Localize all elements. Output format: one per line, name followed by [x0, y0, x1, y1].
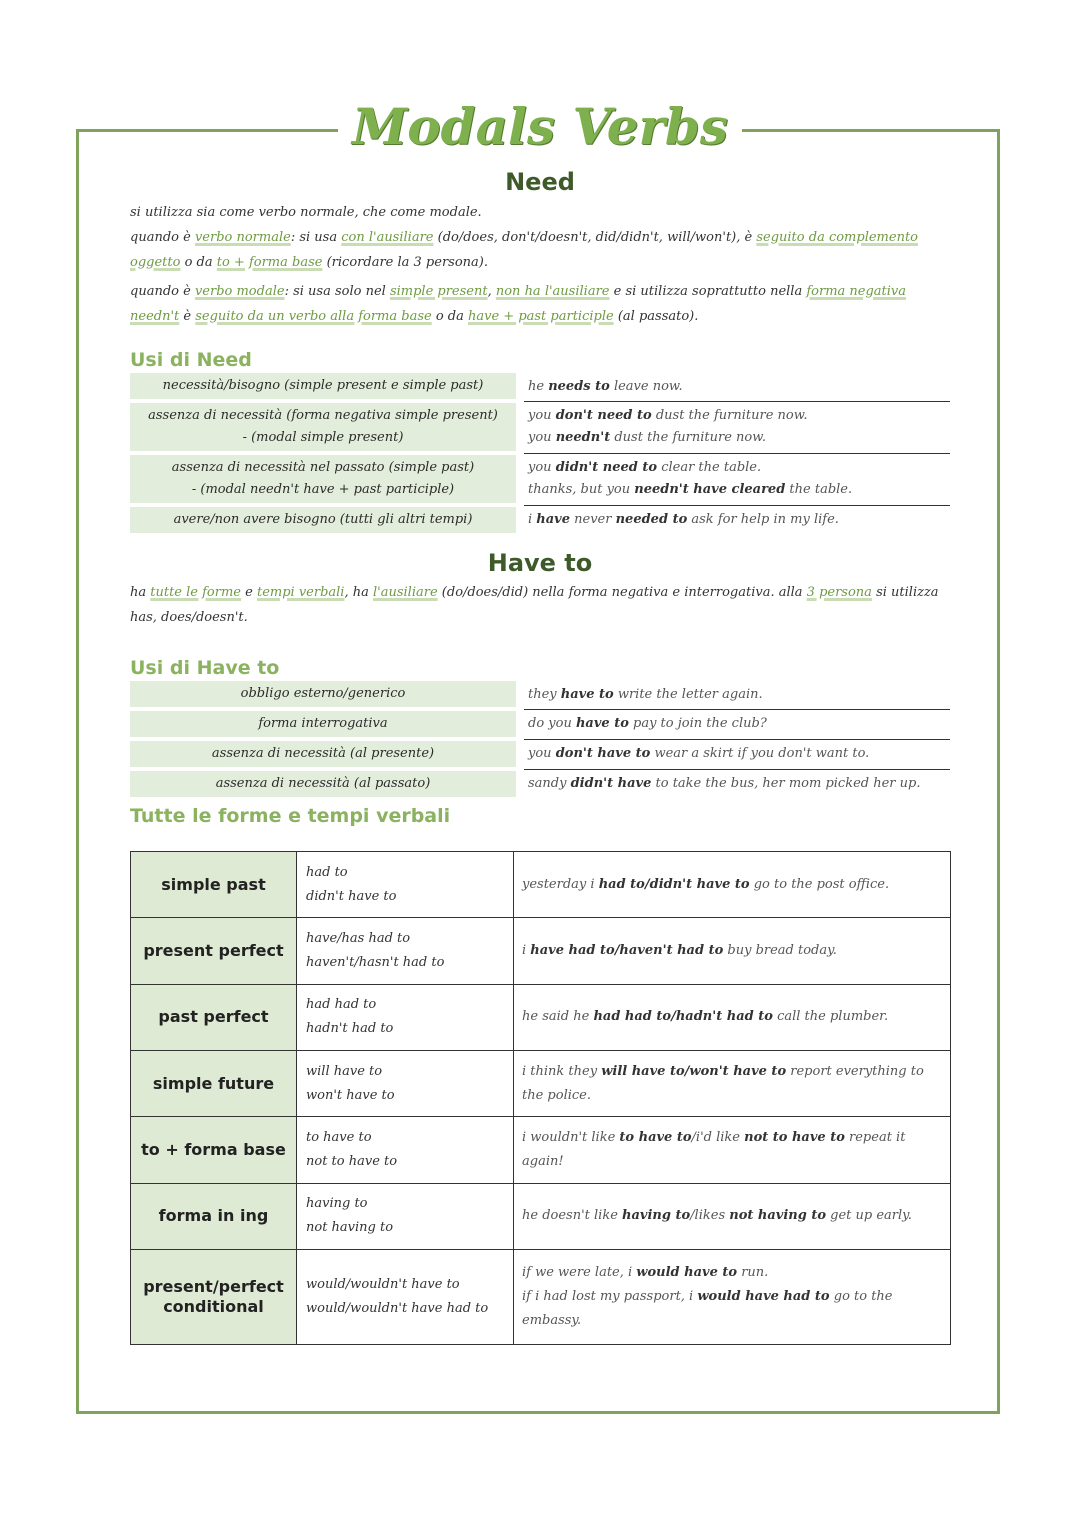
verb-form: not to have to	[306, 1153, 398, 1169]
text: (do/does/did) nella forma negativa e interrogativa. alla	[437, 585, 807, 600]
usi-need-table	[130, 373, 950, 537]
verb-forms	[297, 1117, 514, 1183]
verb-form: having to	[306, 1196, 368, 1212]
table-row	[130, 709, 950, 739]
have-to-heading: Have to	[487, 549, 593, 577]
usage-example	[524, 505, 950, 535]
text: /i'd like	[691, 1129, 745, 1145]
table-row	[130, 739, 950, 769]
need-intro	[130, 200, 950, 329]
tense-label	[131, 1050, 297, 1116]
text: i	[528, 512, 537, 528]
forms-title: Tutte le forme e tempi verbali	[130, 805, 451, 827]
text: they	[528, 686, 561, 702]
text: never	[570, 512, 616, 528]
verb-form: had to	[306, 864, 348, 880]
need-para-1: si utilizza sia come verbo normale, che come modale.	[130, 205, 482, 220]
highlight: verbo modale	[194, 284, 285, 299]
verb-form: to have to	[306, 1129, 372, 1145]
usage-example	[524, 739, 950, 769]
label-line: simple past	[161, 874, 266, 894]
have-to-intro	[130, 580, 950, 630]
text: he said he	[522, 1009, 594, 1025]
highlight: tutte le forme	[150, 585, 241, 600]
label-line: present/perfect	[143, 1276, 284, 1296]
usage-example	[524, 709, 950, 739]
text: do you	[528, 716, 576, 731]
usi-have-to-table	[130, 681, 950, 801]
table-row	[131, 852, 951, 918]
text: ask for help in my life.	[687, 512, 839, 528]
usage-label: assenza di necessità (al presente)	[130, 739, 516, 769]
bold-text: to have to	[619, 1129, 692, 1145]
tense-label	[131, 1183, 297, 1249]
usage-label	[130, 401, 516, 453]
text: leave now.	[609, 378, 683, 394]
bold-text: needs to	[548, 378, 610, 394]
table-row	[130, 401, 950, 453]
usage-example	[524, 453, 950, 505]
bold-text: had had to/hadn't had to	[593, 1009, 773, 1025]
bold-text: not having to	[729, 1208, 827, 1224]
table-row	[131, 918, 951, 984]
usage-label: assenza di necessità (al passato)	[130, 769, 516, 799]
text: (do/does, don't/doesn't, did/didn't, will/won't), è	[433, 230, 757, 245]
table-row	[130, 681, 950, 709]
table-row	[130, 373, 950, 401]
highlight: to + forma base	[216, 255, 323, 270]
text: you	[528, 408, 556, 423]
label-line: to + forma base	[141, 1139, 286, 1159]
text: buy bread today.	[723, 942, 837, 958]
text: you	[528, 460, 556, 475]
bold-text: don't have to	[555, 746, 651, 761]
text: get up early.	[826, 1208, 912, 1224]
verb-forms	[297, 1183, 514, 1249]
tense-label	[131, 918, 297, 984]
text: dust the furniture now.	[610, 430, 766, 445]
label-line: - (modal needn't have + past participle)	[191, 482, 455, 497]
usage-example	[524, 769, 950, 799]
text: you	[528, 430, 556, 445]
text: sandy	[528, 776, 571, 792]
verb-forms	[297, 1050, 514, 1116]
tense-label	[131, 852, 297, 918]
need-para-2	[130, 225, 950, 275]
usage-example	[524, 681, 950, 709]
text: he	[528, 378, 549, 394]
bold-text: needn't have cleared	[634, 482, 786, 497]
verb-forms	[297, 1249, 514, 1344]
label-line: simple future	[152, 1073, 275, 1093]
text: ha	[130, 585, 151, 600]
label-line: assenza di necessità nel passato (simple past)	[171, 460, 475, 475]
verb-form: would/wouldn't have to	[306, 1276, 460, 1292]
highlight: simple present	[389, 284, 488, 299]
tense-label	[131, 1117, 297, 1183]
table-row	[131, 1183, 951, 1249]
page-title-text: Modals Verbs	[338, 97, 742, 156]
example-sentence	[514, 1117, 951, 1183]
usi-need-title: Usi di Need	[130, 349, 252, 371]
highlight: tempi verbali	[256, 585, 345, 600]
text: pay to join the club?	[628, 716, 767, 731]
text: i	[522, 942, 531, 958]
usage-label: avere/non avere bisogno (tutti gli altri tempi)	[130, 505, 516, 535]
verb-form: will have to	[306, 1063, 383, 1079]
text: he doesn't like	[522, 1208, 623, 1224]
highlight: forma negativa needn't	[130, 284, 907, 324]
verb-forms	[297, 852, 514, 918]
example-sentence	[514, 984, 951, 1050]
bold-text: would have to	[636, 1264, 738, 1280]
verb-form: would/wouldn't have had to	[306, 1300, 489, 1316]
usi-have-to-title: Usi di Have to	[130, 657, 280, 679]
text: ,	[487, 284, 496, 299]
highlight: l'ausiliare	[373, 585, 438, 600]
verb-forms	[297, 984, 514, 1050]
table-row	[130, 453, 950, 505]
table-row	[131, 1117, 951, 1183]
highlight: have + past participle	[468, 309, 614, 324]
table-row	[131, 984, 951, 1050]
highlight: 3 persona	[806, 585, 872, 600]
label-line: past perfect	[158, 1007, 269, 1027]
label-line: conditional	[163, 1296, 264, 1316]
example-sentence	[514, 1249, 951, 1344]
text: clear the table.	[657, 460, 762, 475]
text: the table.	[785, 482, 853, 497]
bold-text: don't need to	[555, 408, 652, 423]
text: dust the furniture now.	[651, 408, 808, 423]
bold-text: needn't	[555, 430, 611, 445]
text: if i had lost my passport, i	[522, 1288, 698, 1304]
text: /likes	[690, 1208, 730, 1224]
verb-form: not having to	[306, 1220, 394, 1236]
text: (ricordare la 3 persona).	[322, 255, 488, 270]
highlight: seguito da complemento oggetto	[130, 230, 918, 270]
text: repeat it again!	[522, 1129, 906, 1169]
verb-form: had had to	[306, 997, 377, 1013]
highlight: verbo normale	[194, 230, 291, 245]
label-line: present perfect	[143, 940, 284, 960]
text: to take the bus, her mom picked her up.	[651, 776, 921, 792]
text: write the letter again.	[613, 686, 763, 702]
highlight: non ha l'ausiliare	[495, 284, 610, 299]
usage-label	[130, 453, 516, 505]
text: i think they	[522, 1063, 602, 1079]
bold-text: not to have to	[744, 1129, 845, 1145]
example-sentence	[514, 1050, 951, 1116]
tense-label	[131, 984, 297, 1050]
text: report everything to the police.	[522, 1063, 924, 1103]
bold-text: needed to	[615, 512, 688, 528]
text: o da	[180, 255, 217, 270]
page-title	[0, 92, 1080, 162]
highlight: seguito da un verbo alla forma base	[195, 309, 432, 324]
text: e	[241, 585, 257, 600]
example-sentence	[514, 918, 951, 984]
bold-text: have to	[575, 716, 629, 731]
text: : si usa	[290, 230, 342, 245]
text: call the plumber.	[772, 1009, 889, 1025]
label-line: assenza di necessità (forma negativa simple present)	[148, 408, 498, 423]
verb-form: won't have to	[306, 1087, 395, 1103]
bold-text: didn't need to	[555, 460, 658, 475]
bold-text: would have had to	[697, 1288, 830, 1304]
text: yesterday i	[522, 876, 599, 892]
bold-text: have to	[560, 686, 614, 702]
label-line: - (modal simple present)	[242, 430, 404, 445]
text: : si usa solo nel	[284, 284, 390, 299]
bold-text: didn't have	[570, 776, 652, 792]
verb-form: didn't have to	[306, 888, 397, 904]
text: (al passato).	[613, 309, 699, 324]
table-row	[130, 505, 950, 535]
usage-label: obbligo esterno/generico	[130, 681, 516, 709]
label-line: forma in ing	[158, 1206, 269, 1226]
usage-label: forma interrogativa	[130, 709, 516, 739]
text: è	[179, 309, 196, 324]
text: , ha	[344, 585, 373, 600]
table-row	[131, 1249, 951, 1344]
text: i wouldn't like	[522, 1129, 620, 1145]
verb-forms	[297, 918, 514, 984]
text: o da	[431, 309, 468, 324]
bold-text: having to	[622, 1208, 691, 1224]
example-sentence	[514, 852, 951, 918]
example-sentence	[514, 1183, 951, 1249]
bold-text: will have to/won't have to	[601, 1063, 787, 1079]
verb-form: hadn't had to	[306, 1021, 394, 1037]
usage-example	[524, 401, 950, 453]
bold-text: have had to/haven't had to	[530, 942, 724, 958]
forms-table	[130, 851, 951, 1345]
text: go to the post office.	[749, 876, 890, 892]
usage-label: necessità/bisogno (simple present e simple past)	[130, 373, 516, 401]
text: you	[528, 746, 556, 761]
text: e si utilizza soprattutto nella	[609, 284, 807, 299]
text: if we were late, i	[522, 1264, 637, 1280]
table-row	[131, 1050, 951, 1116]
table-row	[130, 769, 950, 799]
text: quando è	[130, 284, 195, 299]
usage-example	[524, 373, 950, 401]
need-heading: Need	[505, 168, 575, 196]
text: run.	[737, 1264, 769, 1280]
text: go to the embassy.	[522, 1288, 893, 1328]
need-para-3	[130, 279, 950, 329]
text: quando è	[130, 230, 195, 245]
bold-text: had to/didn't have to	[598, 876, 750, 892]
text: wear a skirt if you don't want to.	[650, 746, 870, 761]
highlight: con l'ausiliare	[341, 230, 434, 245]
bold-text: have	[536, 512, 570, 528]
text: si utilizza has, does/doesn't.	[130, 585, 939, 625]
text: thanks, but you	[528, 482, 635, 497]
verb-form: have/has had to	[306, 930, 411, 946]
tense-label	[131, 1249, 297, 1344]
verb-form: haven't/hasn't had to	[306, 954, 445, 970]
